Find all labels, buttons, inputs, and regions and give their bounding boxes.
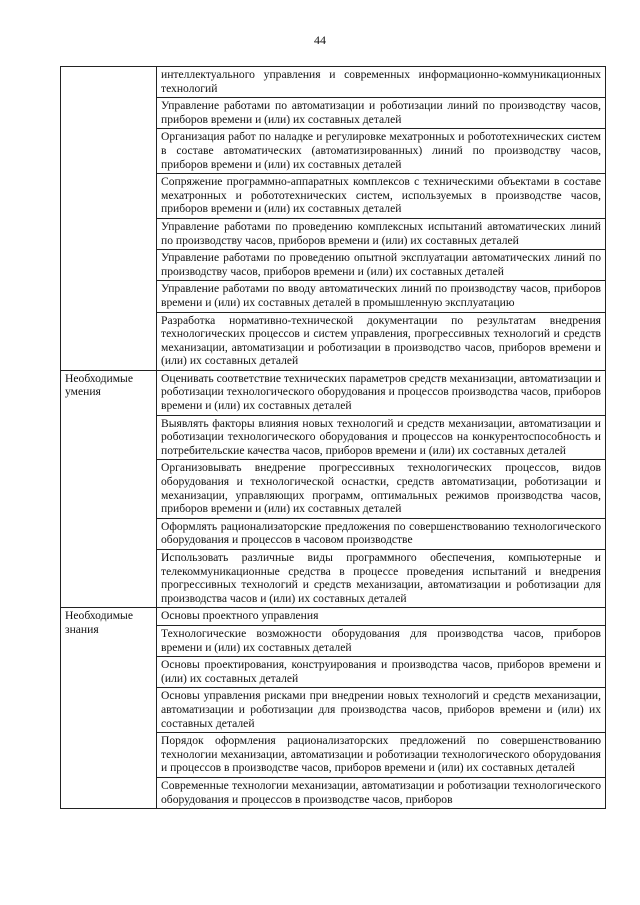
row-description: Управление работами по вводу автоматических линий по производству часов, приборов времени и (или) их составных деталей в промышленную эксплуатацию: [157, 281, 606, 312]
row-category: Необходимые умения: [61, 370, 157, 608]
row-description: интеллектуального управления и современных информационно-коммуникационных технологий: [157, 67, 606, 98]
row-description: Сопряжение программно-аппаратных комплексов с техническими объектами в составе мехатронных и робототехнических систем, используемых в производстве часов, приборов времени и (или) их составных деталей: [157, 174, 606, 219]
row-description: Управление работами по проведению комплексных испытаний автоматических линий по производству часов, приборов времени и (или) их составных деталей: [157, 218, 606, 249]
table-row: [61, 370, 606, 415]
row-description: Разработка нормативно-технической документации по результатам внедрения технологических процессов и систем управления, прогрессивных технологий и средств механизации, автоматизации и роботизации в производство часов, приборов времени и (или) их составных деталей: [157, 312, 606, 370]
table-row: [61, 608, 606, 626]
row-description: Основы проектирования, конструирования и производства часов, приборов времени и (или) их составных деталей: [157, 657, 606, 688]
row-description: Организовывать внедрение прогрессивных технологических процессов, видов оборудования и технологической оснастки, средств автоматизации, роботизации и механизации, управляющих программ, оптимальных режимов производства часов, приборов времени и (или) их составных деталей: [157, 460, 606, 518]
row-description: Оценивать соответствие технических параметров средств механизации, автоматизации и роботизации технологического оборудования и процессов производства часов, приборов времени и (или) их составных деталей: [157, 370, 606, 415]
row-description: Использовать различные виды программного обеспечения, компьютерные и телекоммуникационные средства в процессе проведения испытаний и внедрения прогрессивных технологий и средств механизации, автоматизации и роботизации для производства часов и (или) их составных деталей: [157, 550, 606, 608]
row-description: Основы управления рисками при внедрении новых технологий и средств механизации, автоматизации и роботизации для производства часов, приборов времени и (или) их составных деталей: [157, 688, 606, 733]
table-row: [61, 67, 606, 98]
row-description: Технологические возможности оборудования для производства часов, приборов времени и (или) их составных деталей: [157, 625, 606, 656]
row-description: Управление работами по автоматизации и роботизации линий по производству часов, приборов времени и (или) их составных деталей: [157, 98, 606, 129]
row-category: [61, 67, 157, 371]
row-description: Управление работами по проведению опытной эксплуатации автоматических линий по производству часов, приборов времени и (или) их составных деталей: [157, 250, 606, 281]
row-description: Оформлять рационализаторские предложения по совершенствованию технологического оборудования и процессов в часовом производстве: [157, 518, 606, 549]
labor-functions-table: [60, 66, 606, 809]
row-description: Организация работ по наладке и регулировке мехатронных и робототехнических систем в составе автоматических (автоматизированных) линий по производству часов, приборов времени и (или) их составных деталей: [157, 129, 606, 174]
row-description: Порядок оформления рационализаторских предложений по совершенствованию технологии механизации, автоматизации и роботизации технологического оборудования и процессов в производстве часов, приборов времени и (или) их составных деталей: [157, 733, 606, 778]
row-description: Выявлять факторы влияния новых технологий и средств механизации, автоматизации и роботизации технологического оборудования и процессов на конкурентоспособность и потребительские качества часов, приборов времени и (или) их составных деталей: [157, 415, 606, 460]
row-description: Основы проектного управления: [157, 608, 606, 626]
row-description: Современные технологии механизации, автоматизации и роботизации технологического оборудования и процессов в производстве часов, приборов: [157, 777, 606, 808]
page-number: 44: [314, 33, 326, 47]
row-category: Необходимые знания: [61, 608, 157, 809]
